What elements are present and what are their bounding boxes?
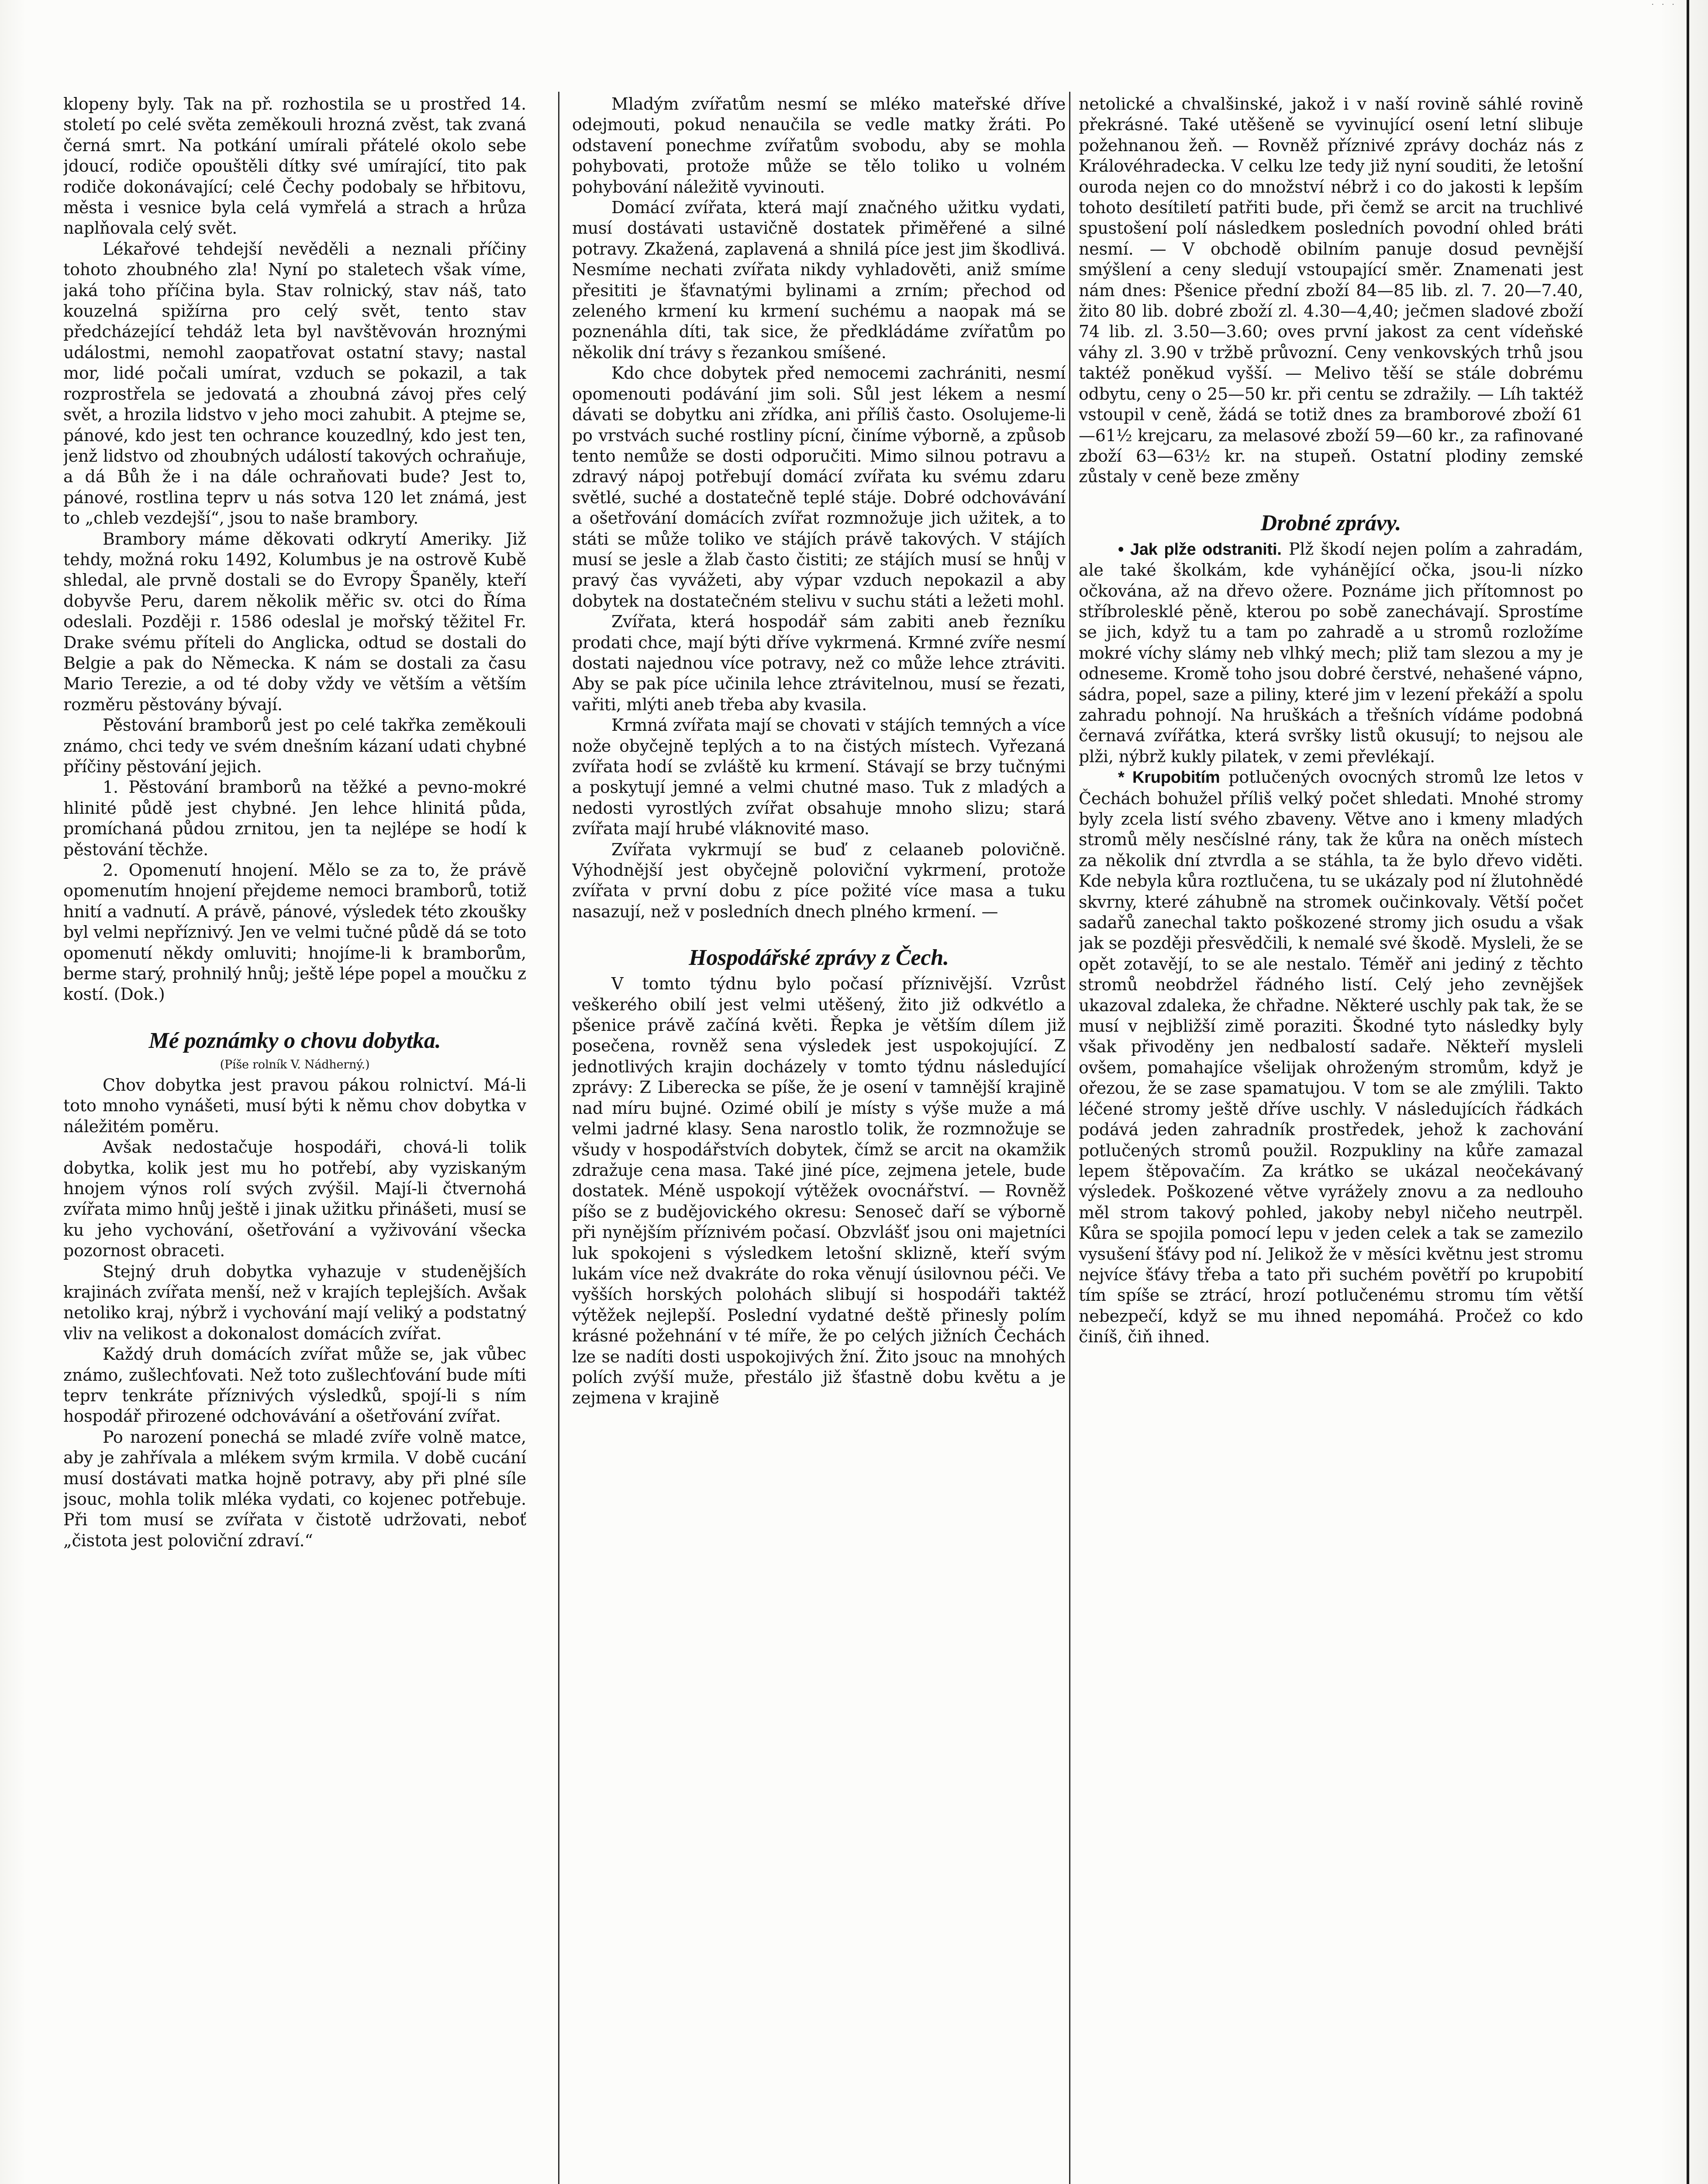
paragraph: V tomto týdnu bylo počasí příznivější. Vzrůst veškerého obilí jest velmi utěšený, žito již odkvétlo a pšenice právě začíná květi. Řepka je větším dílem již posečena, rovněž sena výsledek jest uspokojující. Z jednotlivých krajin docházely v tomto týdnu následující zprávy: Z Liberecka se píše, že je osení v tamnější krajině nad míru bujné. Ozimé obilí je místy s výše muže a má velmi jadrné klasy. Sena narostlo tolik, že rozmnožuje se všudy v hospodářstvích dobytek, čímž se arcit na okamžik zdražuje cena masa. Také jiné píce, zejmena jetele, bude dostatek. Méně uspokojí výtěžek ovocnářství. — Rovněž píšo se z budějovického okresu: Senoseč daří se výborně při nynějším příznivém počasí. Obzvlášť jsou oni majetníci luk spokojeni s výsledkem letošní sklizně, kteří svým lukám více než dvakráte do roka věnují úsilovnou péči. Ve vyšších horských polohách slibují si hospodáři taktéž výtěžek nejlepší. Poslední vydatné deště přinesly polím krásné požehnání v té míře, že po celých jižních Čechách lze se nadíti dosti uspokojivých žní. Žito jsouc na mnohých polích zvýší muže, přestálo již šťastně dobu květu a je zejmena v krajině (572, 974, 1066, 1408)
news-item (1079, 539, 1583, 767)
page-edge (1687, 0, 1689, 2184)
paragraph: Po narození ponechá se mladé zvíře volně matce, aby je zahřívala a mlékem svým krmila. V době cucání musí dostávati matka hojně potravy, aby při plné síle jsouc, mohla tolik mléka vydati, co kojenec potřebuje. Při tom musí se zvířata v čistotě udržovati, neboť „čistota jest poloviční zdraví.“ (63, 1427, 526, 1550)
article-heading: Hospodářské zprávy z Čech. (689, 945, 949, 971)
paragraph: Lékařové tehdejší nevěděli a neznali příčiny tohoto zhoubného zla! Nyní po staletech však víme, jaká toho příčina byla. Stav rolnický, stav náš, tato kouzelná spižírna pro celý svět, tento stav předcházející tehdáž leta byl navštěvován hroznými událostmi, nemohl zaopatřovat ostatní stavy; nastal mor, lidé počali umírat, vzduch se pokazil, a tak rozprostřela se jedovatá a zhoubná závoj přes celý svět, a hrozila lidstvo v jeho moci zahubit. A ptejme se, pánové, kdo jest ten ochrance kouzedlný, kdo jest ten, jenž lidstvo od zhoubných událostí takových ochraňuje, a dá Bůh že i na dále ochraňovati bude? Jest to, pánové, rostlina teprv u nás sotva 120 let známá, jest to „chleb vezdejší“, jsou to naše brambory. (63, 239, 526, 528)
column-middle (572, 94, 1066, 2184)
paragraph: Mladým zvířatům nesmí se mléko mateřské dříve odejmouti, pokud nenaučila se vedle matky žráti. Po odstavení ponechme zvířatům svobodu, aby se mohla pohybovati, protože může se tělo toliko u volném pohybování náležitě vyvinouti. (572, 94, 1066, 197)
column-divider (558, 92, 559, 2184)
column-left (63, 94, 526, 2184)
news-item-text: Plž škodí nejen polím a zahradám, ale také školkám, kde vyhánějící očka, jsou-li nízko očkována, až na dřevo ožere. Poznáme jich přítomnost po stříbrolesklé pěně, kterou po sobě zanechávají. Sprostíme se jich, když tu a tam po zahradě a u stromů rozložíme mokré víchy slámy neb vlhký mech; pliž tam slezou a my je odneseme. Kromě toho jsou dobré čerstvé, nehašené vápno, sádra, popel, saze a piliny, které jim v lezení překáží a spolu zahradu pohnojí. Na hruškách a třešních vídáme podobná černavá zvířátka, která svršky listů okusují; to nejsou ale plži, nýbrž kukly pilatek, v zemi převlékají. (1079, 539, 1583, 766)
paragraph: Zvířata, která hospodář sám zabiti aneb řezníku prodati chce, mají býti dříve vykrmená. Krmné zvíře nesmí dostati najednou více potravy, než co může lehce ztráviti. Aby se pak píce učinila lehce ztrávitelnou, musí se řezati, vařiti, mlýti aneb třeba aby kvasila. (572, 612, 1066, 714)
corner-mark: · · · (1651, 0, 1677, 9)
paragraph: klopeny byly. Tak na př. rozhostila se u prostřed 14. století po celé světa zeměkouli hrozná zvěst, tak zvaná černá smrt. Na potkání umírali přátelé okolo sebe jdoucí, rodiče opouštěli dítky své umírající, tito pak rodiče dokonávající; celé Čechy podobaly se hřbitovu, města i vesnice byla celá vymřelá a strach a hrůza naplňovala celý svět. (63, 94, 526, 238)
paragraph: Zvířata vykrmují se buď z celaaneb polovičně. Výhodnější jest obyčejně poloviční vykrmení, protože zvířata v první dobu z píce požité více masa a tuku nasazují, než v posledních dnech plného krmení. — (572, 840, 1066, 921)
news-item-title: • Jak plže odstraniti. (1118, 540, 1282, 559)
article-heading: Drobné zprávy. (1260, 510, 1401, 536)
paragraph: 1. Pěstování bramborů na těžké a pevno-mokré hlinité půdě jest chybné. Jen lehce hlinitá půda, promíchaná půdou zrnitou, jen ta nejlépe se hodí k pěstování těchže. (63, 778, 526, 859)
column-divider (1069, 92, 1070, 2184)
paragraph: 2. Opomenutí hnojení. Mělo se za to, že právě opomenutím hnojení přejdeme nemoci bramborů, totiž hnití a vadnutí. A právě, pánové, výsledek této zkoušky byl velmi nepříznivý. Jen ve velmi tučné půdě dá se toto opomenutí někdy omluviti; hnojíme-li k bramborům, berme starý, prohnilý hnůj; ještě lépe popel a moučku z kostí. (Dok.) (63, 860, 526, 1004)
news-item-title: * Krupobitím (1118, 768, 1220, 787)
column-right (1079, 94, 1583, 2184)
paragraph: Avšak nedostačuje hospodáři, chová-li tolik dobytka, kolik jest mu ho potřebí, aby vyziskaným hnojem výnos rolí svých zvýšil. Mají-li čtvernohá zvířata mimo hnůj ještě i jinak užitku přinášeti, musí se ku jeho vychování, ošetřování a vyživování všecka pozornost obraceti. (63, 1137, 526, 1261)
paragraph: Každý druh domácích zvířat může se, jak vůbec známo, zušlechťovati. Než toto zušlechťování bude míti teprv tenkráte příznivých výsledků, spojí-li s ním hospodář přirozené odchovávání a ošetřování zvířat. (63, 1344, 526, 1426)
paragraph: netolické a chvalšinské, jakož i v naší rovině sáhlé rovině překrásné. Také utěšeně se vyvinující osení letní slibuje požehnanou žeň. — Rovněž příznivé zprávy docház nás z Královéhradecka. V celku lze tedy již nyní souditi, že letošní ouroda nejen co do množství nébrž i co do jakosti k lepším tohoto desítiletí patřiti bude, při čemž se arcit na truchlivé spustošení polí následkem posledních povodní ohled bráti nesmí. — V obchodě obilním panuje dosud pevnější smýšlení a ceny sledují vstoupající směr. Znamenati jest nám dnes: Pšenice přední zboží 84—85 lib. zl. 7. 20—7.40, žito 80 lib. dobré zboží zl. 4.30—4,40; ječmen sladové zboží 74 lib. zl. 3.50—3.60; oves první jakost za cent vídeňské váhy zl. 3.90 v tržbě průvozní. Ceny venkovských trhů jsou taktéž poněkud vyšší. — Melivo těší se stále dobrému odbytu, ceny o 25—50 kr. při centu se zdražily. — Líh taktéž vstoupil v ceně, žádá se totiž dnes za bramborové zboží 61—61½ krejcaru, za melasové zboží 59—60 kr., za rafinované zboží 63—63½ kr. na stupeň. Ostatní plodiny zemské zůstaly v ceně beze změny (1079, 94, 1583, 487)
paragraph: Brambory máme děkovati odkrytí Ameriky. Již tehdy, možná roku 1492, Kolumbus je na ostrově Kubě shledal, ale prvně dostali se do Evropy Španěly, kteří dobyvše Peru, darem několik měřic sv. otci do Říma odeslali. Později r. 1586 odeslal je mořský těžitel Fr. Drake svému příteli do Anglicka, odtud se dostali do Belgie a pak do Německa. K nám se dostali za času Mario Terezie, a od té doby vždy ve větším a větším rozměru pěstovány bývají. (63, 529, 526, 714)
news-item-text: potlučených ovocných stromů lze letos v Čechách bohužel příliš velký počet shledati. Mnohé stromy byly zcela listí svého zbaveny. Větve ano i kmeny mladých stromů měly nesčíslné rány, tak že kůra na oněch místech za několik dní ztvrdla a se stáhla, ta že bylo dřevo viděti. Kde nebyla kůra roztlučena, tu se ukázaly pod ní žlutohnědé skvrny, které záhubně na stromek oučinkovaly. Větší počet sadařů zanechal takto poškozené stromy jich osudu a však jak se později přesvědčili, k nemalé své škodě. Mysleli, že se opět zotavějí, to se ale nestalo. Téměř ani jediný z těchto stromů neobdržel řádného listí. Celý jeho zevnějšek ukazoval zdaleka, že chřadne. Některé uschly pak tak, že se musí v nejbližší zimě poraziti. Škodné tyto následky byly však přivoděny jen nedbalostí sadaře. Někteří mysleli ovšem, pomahajíce všelijak ohroženým stromům, když je ořezou, že se zase spamatujou. V tom se ale zmýlili. Takto léčené stromy ještě dříve uschly. V následujících řádkách podává jeden zahradník prostředek, jehož k zachování potlučených stromů použil. Rozpukliny na kůře zamazal lepem štěpovačím. Za krátko se ukázal neočekávaný výsledek. Poškozené větve vyrážely znovu a za nedlouho měl strom takový pohled, jakoby nebyl ničeho neutrpěl. Kůra se spojila pomocí lepu v jeden celek a tak se zamezilo vysušení šťávy pod ní. Jelikož že v měsíci květnu jest stromu nejvíce šťávy třeba a tato při suchém povětří po krupobití tím spíše se ztrácí, hrozí potlučenému stromu tím větší nebezpečí, když se mu ihned nepomáhá. Pročež co kdo činíš, čiň ihned. (1079, 767, 1583, 1347)
paragraph: Domácí zvířata, která mají značného užitku vydati, musí dostávati ustavičně dostatek přiměřené a silné potravy. Zkažená, zaplavená a shnilá píce jest jim škodlivá. Nesmíme nechati zvířata nikdy vyhladověti, aniž smíme přesititi je šťavnatými bylinami a zrním; přechod od zeleného krmení ku krmení suchému a naopak má se poznenáhla díti, tak sice, že předkládáme zvířatům po několik dní trávy s řezankou smíšené. (572, 198, 1066, 362)
paragraph: Pěstování bramborů jest po celé takřka zeměkouli známo, chci tedy ve svém dnešním kázaní udati chybné příčiny pěstování jejich. (63, 715, 526, 776)
byline: (Píše rolník V. Nádherný.) (220, 1057, 370, 1071)
paragraph: Kdo chce dobytek před nemocemi zachrániti, nesmí opomenouti podávání jim soli. Sůl jest lékem a nesmí dávati se dobytku ani zřídka, ani příliš často. Osolujeme-li po vrstvách suché rostliny pícní, činíme výborně, a způsob tento nemůže se dosti odporučiti. Mimo silnou potravu a zdravý nápoj potřebují domácí zvířata ku svému zdaru světlé, suché a dostatečně teplé stáje. Dobré odchovávání a ošetřování domácích zvířat rozmnožuje jich užitek, a to státi se může toliko ve stájích právě takových. V stájích musí se jesle a žlab často čistiti; ze stájích musí se hnůj v pravý čas vyvážeti, aby výpar vzduch nepokazil a aby dobytek na dostatečném stelivu v suchu státi a ležeti mohl. (572, 363, 1066, 611)
news-item (1079, 767, 1583, 1347)
paragraph: Krmná zvířata mají se chovati v stájích temných a více nože obyčejně teplých a to na čistých místech. Vyřezaná zvířata hodí se zvláště ku krmení. Stávají se brzy tučnými a poskytují jemné a velmi chutné maso. Tuk z mladých a nedosti vyrostlých zvířat obsahuje mnoho slizu; stará zvířata mají hrubé vláknovité maso. (572, 715, 1066, 839)
article-heading: Mé poznámky o chovu dobytka. (148, 1028, 441, 1053)
paragraph: Stejný druh dobytka vyhazuje v studenějších krajinách zvířata menší, než v krajích teplejších. Avšak netoliko kraj, nýbrž i vychování mají veliký a podstatný vliv na velikost a dokonalost domácích zvířat. (63, 1261, 526, 1343)
paragraph: Chov dobytka jest pravou pákou rolnictví. Má-li toto mnoho vynášeti, musí býti k němu chov dobytka v náležitém poměru. (63, 1075, 526, 1136)
